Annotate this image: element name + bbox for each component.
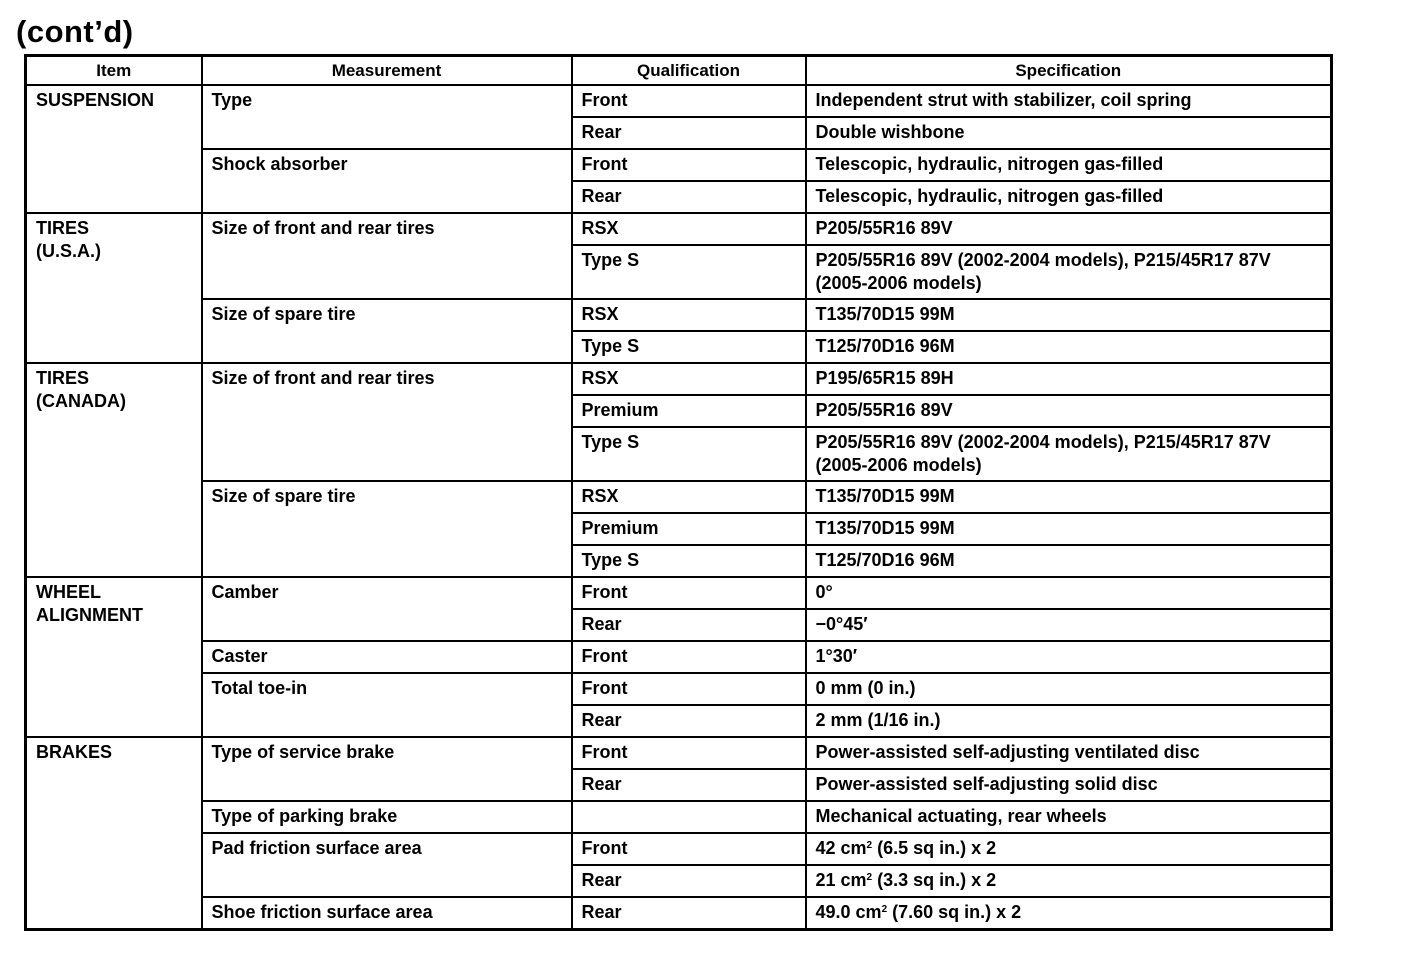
measurement-cell: Caster — [202, 641, 572, 673]
measurement-cell: Size of spare tire — [202, 481, 572, 577]
specification-cell — [806, 245, 1332, 299]
specification-cell: Power-assisted self-adjusting solid disc — [806, 769, 1332, 801]
specification-cell: P205/55R16 89V — [806, 395, 1332, 427]
spec-value: 49.0 cm — [815, 902, 882, 922]
specification-cell: Telescopic, hydraulic, nitrogen gas-filled — [806, 149, 1332, 181]
table-row — [26, 85, 1332, 117]
specification-line: P205/55R16 89V (2002-2004 models), P215/45R17 87V — [815, 250, 1271, 270]
column-header-specification: Specification — [806, 56, 1332, 86]
qualification-cell: Rear — [572, 609, 806, 641]
item-cell — [26, 363, 202, 577]
column-header-measurement: Measurement — [202, 56, 572, 86]
table-row — [26, 577, 1332, 609]
table-row — [26, 673, 1332, 705]
specification-cell: T125/70D16 96M — [806, 331, 1332, 363]
qualification-cell: Front — [572, 577, 806, 609]
measurement-cell: Size of spare tire — [202, 299, 572, 363]
qualification-cell: Rear — [572, 117, 806, 149]
item-label: SUSPENSION — [36, 90, 155, 110]
qualification-cell: Rear — [572, 897, 806, 930]
specification-line: (2005-2006 models) — [815, 273, 982, 293]
measurement-cell: Type of parking brake — [202, 801, 572, 833]
qualification-cell: RSX — [572, 213, 806, 245]
spec-value: 42 cm — [815, 838, 867, 858]
page-heading: (cont’d) — [16, 14, 134, 49]
qualification-cell: Front — [572, 833, 806, 865]
qualification-cell: RSX — [572, 299, 806, 331]
specification-cell: T135/70D15 99M — [806, 481, 1332, 513]
spec-value-tail: (3.3 sq in.) x 2 — [872, 870, 997, 890]
header-row — [26, 56, 1332, 86]
measurement-cell: Total toe-in — [202, 673, 572, 737]
measurement-cell: Size of front and rear tires — [202, 213, 572, 299]
item-label: TIRES — [36, 368, 90, 388]
specification-cell: 2 mm (1/16 in.) — [806, 705, 1332, 737]
qualification-cell: Front — [572, 673, 806, 705]
column-header-item: Item — [26, 56, 202, 86]
table-row — [26, 801, 1332, 833]
superscript: 2 — [881, 904, 888, 915]
table-row — [26, 213, 1332, 245]
table-row — [26, 737, 1332, 769]
table-row — [26, 363, 1332, 395]
qualification-cell: Rear — [572, 865, 806, 897]
specifications-table — [24, 54, 1333, 931]
measurement-cell: Pad friction surface area — [202, 833, 572, 897]
specification-line: (2005-2006 models) — [815, 455, 982, 475]
qualification-cell: Rear — [572, 705, 806, 737]
specification-cell — [806, 833, 1332, 865]
qualification-cell — [572, 801, 806, 833]
measurement-cell: Shock absorber — [202, 149, 572, 213]
item-cell — [26, 577, 202, 737]
qualification-cell: Premium — [572, 395, 806, 427]
item-cell — [26, 737, 202, 930]
qualification-cell: Front — [572, 737, 806, 769]
item-sublabel: ALIGNMENT — [36, 605, 143, 625]
specification-cell: 0 mm (0 in.) — [806, 673, 1332, 705]
qualification-cell: Front — [572, 85, 806, 117]
specification-cell — [806, 865, 1332, 897]
item-label: BRAKES — [36, 742, 113, 762]
specification-cell: T135/70D15 99M — [806, 299, 1332, 331]
qualification-cell: RSX — [572, 363, 806, 395]
qualification-cell: Premium — [572, 513, 806, 545]
measurement-cell: Type of service brake — [202, 737, 572, 801]
table-row — [26, 299, 1332, 331]
specification-line: P205/55R16 89V (2002-2004 models), P215/45R17 87V — [815, 432, 1271, 452]
item-label: WHEEL — [36, 582, 101, 602]
table-row — [26, 641, 1332, 673]
specification-cell: Power-assisted self-adjusting ventilated disc — [806, 737, 1332, 769]
specification-cell: P205/55R16 89V — [806, 213, 1332, 245]
qualification-cell: Type S — [572, 427, 806, 481]
specification-cell: −0°45′ — [806, 609, 1332, 641]
spec-value-tail: (7.60 sq in.) x 2 — [887, 902, 1022, 922]
table-row — [26, 897, 1332, 930]
qualification-cell: Type S — [572, 245, 806, 299]
specification-cell: Independent strut with stabilizer, coil spring — [806, 85, 1332, 117]
qualification-cell: Front — [572, 641, 806, 673]
specification-cell: T135/70D15 99M — [806, 513, 1332, 545]
qualification-cell: Type S — [572, 331, 806, 363]
specification-cell — [806, 427, 1332, 481]
item-cell — [26, 85, 202, 213]
specification-cell: 0° — [806, 577, 1332, 609]
item-label: TIRES — [36, 218, 90, 238]
specification-cell — [806, 897, 1332, 930]
measurement-cell: Camber — [202, 577, 572, 641]
measurement-cell: Type — [202, 85, 572, 149]
spec-value-tail: (6.5 sq in.) x 2 — [872, 838, 997, 858]
item-sublabel: (CANADA) — [36, 391, 126, 411]
qualification-cell: Rear — [572, 181, 806, 213]
measurement-cell: Size of front and rear tires — [202, 363, 572, 481]
table-row — [26, 481, 1332, 513]
item-sublabel: (U.S.A.) — [36, 241, 101, 261]
specification-cell: Telescopic, hydraulic, nitrogen gas-filled — [806, 181, 1332, 213]
superscript: 2 — [866, 872, 873, 883]
specification-cell: T125/70D16 96M — [806, 545, 1332, 577]
spec-value: 21 cm — [815, 870, 867, 890]
table-row — [26, 149, 1332, 181]
qualification-cell: RSX — [572, 481, 806, 513]
measurement-cell: Shoe friction surface area — [202, 897, 572, 930]
superscript: 2 — [866, 840, 873, 851]
item-cell — [26, 213, 202, 363]
specification-cell: Mechanical actuating, rear wheels — [806, 801, 1332, 833]
specification-cell: Double wishbone — [806, 117, 1332, 149]
table-row — [26, 833, 1332, 865]
qualification-cell: Type S — [572, 545, 806, 577]
qualification-cell: Rear — [572, 769, 806, 801]
column-header-qualification: Qualification — [572, 56, 806, 86]
specification-cell: P195/65R15 89H — [806, 363, 1332, 395]
specification-cell: 1°30′ — [806, 641, 1332, 673]
qualification-cell: Front — [572, 149, 806, 181]
